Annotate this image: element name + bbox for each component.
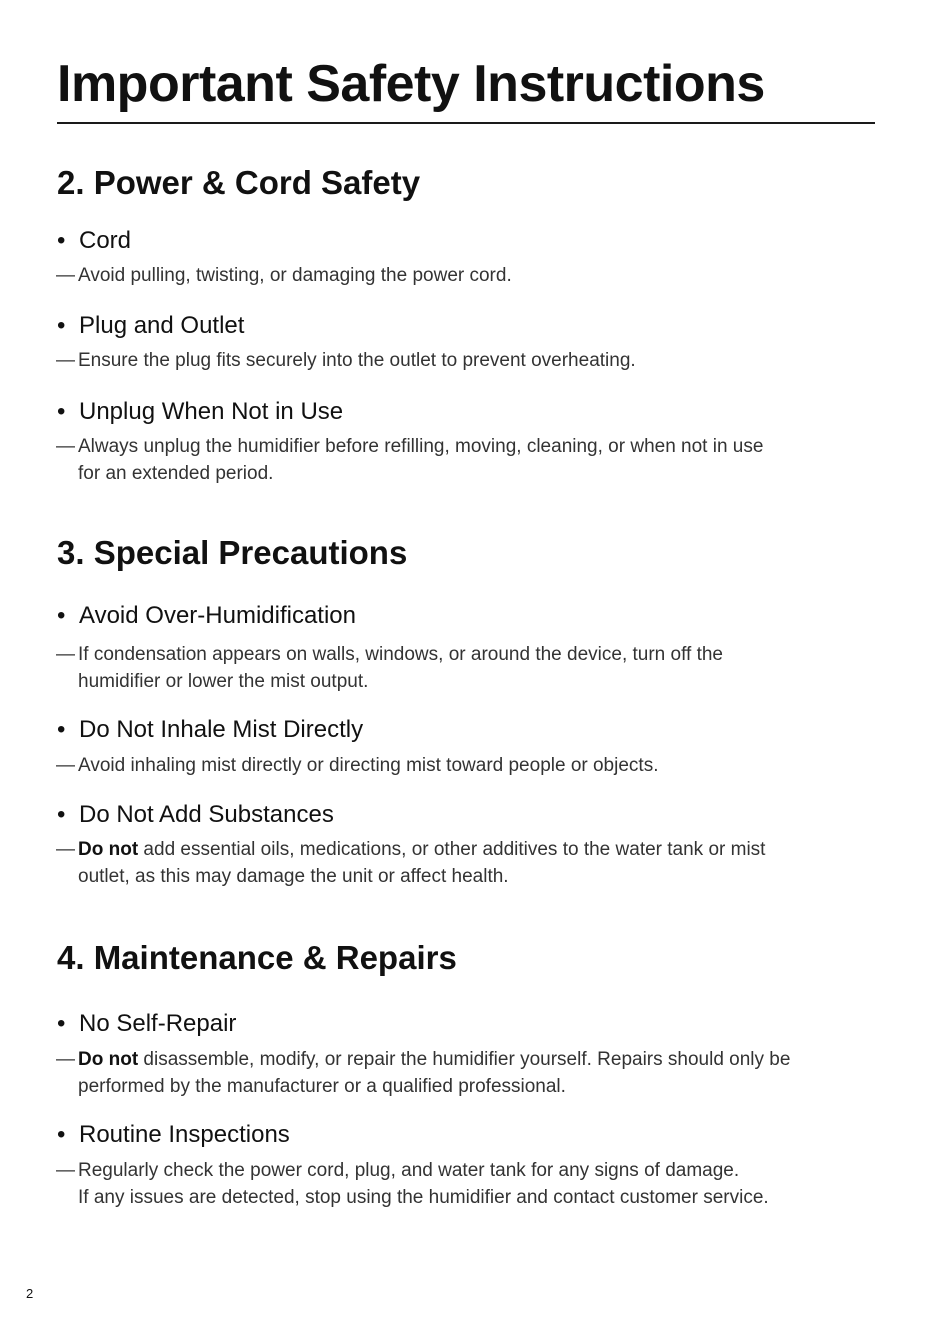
dash-icon: — (56, 1160, 75, 1181)
bullet-icon: • (57, 227, 66, 254)
item-title: Plug and Outlet (79, 312, 245, 339)
dash-icon: — (56, 755, 75, 776)
bullet-icon: • (57, 1121, 66, 1148)
description-line: humidifier or lower the mist output. (78, 671, 369, 692)
emphasis-text: Do not (78, 839, 139, 860)
page-title: Important Safety Instructions (57, 55, 765, 113)
description-text: add essential oils, medications, or other additives to the water tank or mist (138, 839, 766, 860)
description-line: Ensure the plug fits securely into the outlet to prevent overheating. (78, 350, 636, 371)
bullet-icon: • (57, 801, 66, 828)
section-heading-maintenance-repairs: 4. Maintenance & Repairs (57, 939, 457, 976)
item-description-over-humidification (56, 641, 906, 695)
item-heading-cord (57, 226, 897, 256)
dash-icon: — (56, 644, 75, 665)
item-description-self-repair (56, 1046, 906, 1100)
item-description-inhale-mist (56, 752, 906, 779)
item-title: Avoid Over-Humidification (79, 602, 356, 629)
description-line: If condensation appears on walls, windows, or around the device, turn off the (78, 644, 723, 665)
description-line: for an extended period. (78, 463, 274, 484)
description-line: Avoid pulling, twisting, or damaging the power cord. (78, 265, 512, 286)
dash-icon: — (56, 265, 75, 286)
description-line: performed by the manufacturer or a qualified professional. (78, 1076, 566, 1097)
section-heading-power-cord: 2. Power & Cord Safety (57, 164, 421, 201)
description-line (56, 836, 906, 863)
dash-icon: — (56, 839, 75, 860)
dash-icon: — (56, 1049, 75, 1070)
emphasis-text: Do not (78, 1049, 139, 1070)
item-description-cord (56, 262, 906, 289)
description-line (56, 1046, 906, 1073)
description-text: disassemble, modify, or repair the humidifier yourself. Repairs should only be (138, 1049, 791, 1070)
description-line: Regularly check the power cord, plug, and water tank for any signs of damage. (78, 1160, 740, 1181)
description-line: Always unplug the humidifier before refilling, moving, cleaning, or when not in use (78, 436, 764, 457)
item-title: No Self-Repair (79, 1010, 237, 1037)
item-heading-routine-inspections (57, 1120, 897, 1150)
description-line: outlet, as this may damage the unit or affect health. (78, 866, 509, 887)
page-number: 2 (26, 1286, 34, 1301)
item-heading-over-humidification (57, 601, 897, 631)
item-title: Do Not Add Substances (79, 801, 334, 828)
item-description-add-substances (56, 836, 906, 890)
bullet-icon: • (57, 1010, 66, 1037)
description-line: Avoid inhaling mist directly or directing mist toward people or objects. (78, 755, 659, 776)
item-title: Unplug When Not in Use (79, 398, 344, 425)
section-heading-special-precautions: 3. Special Precautions (57, 534, 408, 571)
bullet-icon: • (57, 602, 66, 629)
item-description-routine-inspections (56, 1157, 906, 1211)
bullet-icon: • (57, 716, 66, 743)
dash-icon: — (56, 350, 75, 371)
item-heading-inhale-mist (57, 715, 897, 745)
item-description-unplug (56, 433, 906, 487)
bullet-icon: • (57, 312, 66, 339)
bullet-icon: • (57, 398, 66, 425)
item-heading-self-repair (57, 1009, 897, 1039)
item-title: Routine Inspections (79, 1121, 290, 1148)
item-title: Cord (79, 227, 132, 254)
title-divider (57, 122, 875, 124)
item-heading-plug-outlet (57, 311, 897, 341)
description-line: If any issues are detected, stop using the humidifier and contact customer service. (78, 1187, 769, 1208)
item-title: Do Not Inhale Mist Directly (79, 716, 364, 743)
dash-icon: — (56, 436, 75, 457)
item-heading-unplug (57, 397, 897, 427)
item-heading-add-substances (57, 800, 897, 830)
item-description-plug-outlet (56, 347, 906, 374)
